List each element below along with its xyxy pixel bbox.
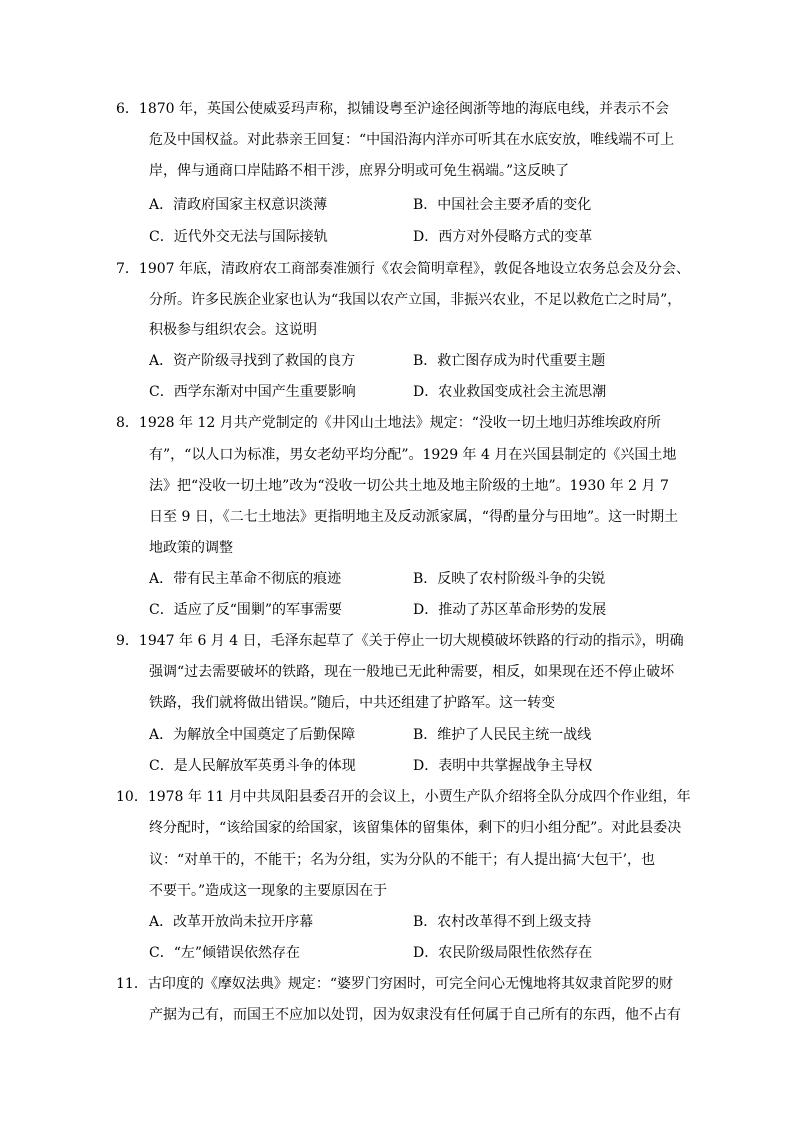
question-text-line: 积极参与组织农会。这说明 [149,322,317,338]
question-text-line: 议：“对单干的，不能干；名为分组，实为分队的不能干；有人提出搞‘大包干’，也 [149,852,656,868]
option-a[interactable] [149,569,341,589]
option-letter: B． [413,197,438,213]
option-letter: D． [413,384,439,400]
option-a[interactable] [149,912,313,932]
option-letter: A． [149,571,174,587]
option-d[interactable] [413,382,606,402]
option-text: 中国社会主要矛盾的变化 [437,197,592,213]
question-number: 8． [116,415,139,431]
option-text: 救亡图存成为时代重要主题 [437,353,606,369]
option-text: 西方对外侵略方式的变革 [438,229,593,245]
option-c[interactable] [149,382,356,402]
option-a[interactable] [149,351,355,371]
option-text: 维护了人民民主统一战线 [437,727,592,743]
option-text: 适应了反“围剿”的军事需要 [173,602,343,618]
question-text-line: 分所。许多民族企业家也认为“我国以农产立国，非振兴农业，不足以救危亡之时局”， [149,292,682,308]
option-letter: D． [413,758,439,774]
question-number: 9． [116,633,139,649]
question-text-line: 1978 年 11 月中共凤阳县委召开的会议上，小贾生产队介绍将全队分成四个作业组，年 [147,789,691,805]
option-d[interactable] [413,227,592,247]
option-text: 农民阶级局限性依然存在 [438,945,593,961]
question-text-line: 有”，“以人口为标准，男女老幼平均分配”。1929 年 4 月在兴国县制定的《兴国土地 [149,447,677,463]
option-letter: D． [413,945,439,961]
option-text: 近代外交无法与国际接轨 [173,229,328,245]
question-text-line: 法》把“没收一切土地”改为“没收一切公共土地及地主阶级的土地”。1930 年 2 月 7 [149,478,669,494]
option-letter: D． [413,229,439,245]
option-letter: C． [149,384,174,400]
option-b[interactable] [413,195,591,215]
option-letter: A． [149,353,174,369]
option-text: “左”倾错误依然存在 [173,945,301,961]
question-text-line: 古印度的《摩奴法典》规定：“婆罗门穷困时，可完全问心无愧地将其奴隶首陀罗的财 [147,976,673,992]
question-text-line: 岸，俾与通商口岸陆路不相干涉，庶界分明或可免生祸端。”这反映了 [149,163,570,179]
option-d[interactable] [413,600,606,620]
option-d[interactable] [413,756,592,776]
question-text-line: 强调“过去需要破坏的铁路，现在一般地已无此种需要，相反，如果现在还不停止破坏 [149,664,675,680]
option-letter: C． [149,602,174,618]
option-c[interactable] [149,943,300,963]
option-letter: B． [413,727,438,743]
option-text: 为解放全中国奠定了后勤保障 [173,727,356,743]
option-b[interactable] [413,569,605,589]
question-text-line: 危及中国权益。对此恭亲王回复：“中国沿海内洋亦可听其在水底安放，唯线端不可上 [149,132,675,148]
option-letter: C． [149,945,174,961]
question-text-line: 产据为己有，而国王不应加以处罚，因为奴隶没有任何属于自己所有的东西，他不占有 [149,1007,681,1023]
option-a[interactable] [149,725,355,745]
option-letter: C． [149,758,174,774]
option-letter: B． [413,571,438,587]
option-letter: B． [413,914,438,930]
option-text: 改革开放尚未拉开序幕 [173,914,314,930]
question-text-line: 不要干。”造成这一现象的主要原因在于 [149,883,388,899]
option-b[interactable] [413,912,591,932]
question-text-line: 地政策的调整 [149,540,233,556]
option-letter: A． [149,197,174,213]
option-letter: C． [149,229,174,245]
option-text: 资产阶级寻找到了救国的良方 [173,353,356,369]
question-text-line: 1928 年 12 月共产党制定的《井冈山土地法》规定：“没收一切土地归苏维埃政府所 [138,415,661,431]
question-text-line: 1870 年，英国公使威妥玛声称，拟铺设粤至沪途径闽浙等地的海底电线，并表示不会 [138,101,669,117]
option-text: 推动了苏区革命形势的发展 [438,602,607,618]
option-b[interactable] [413,351,605,371]
question-number: 10． [116,789,148,805]
question-text-line: 日至 9 日，《二七土地法》更指明地主及反动派家属，“得酌量分与田地”。这一时期土 [149,509,679,525]
option-text: 农村改革得不到上级支持 [437,914,592,930]
option-text: 清政府国家主权意识淡薄 [173,197,328,213]
option-text: 西学东渐对中国产生重要影响 [173,384,356,400]
question-text-line: 1947 年 6 月 4 日，毛泽东起草了《关于停止一切大规模破坏铁路的行动的指示》，明确 [138,633,684,649]
option-c[interactable] [149,227,328,247]
option-text: 带有民主革命不彻底的痕迹 [173,571,342,587]
option-letter: D． [413,602,439,618]
option-text: 反映了农村阶级斗争的尖锐 [437,571,606,587]
option-a[interactable] [149,195,327,215]
question-number: 6． [116,101,139,117]
question-number: 7． [116,261,139,277]
option-text: 农业救国变成社会主流思潮 [438,384,607,400]
question-number: 11． [116,976,148,992]
question-text-line: 1907 年底，清政府农工商部奏准颁行《农会简明章程》，敦促各地设立农务总会及分会、 [138,261,690,277]
option-letter: A． [149,914,174,930]
question-text-line: 终分配时，“该给国家的给国家，该留集体的留集体，剩下的归小组分配”。对此县委决 [149,820,682,836]
option-c[interactable] [149,600,342,620]
option-c[interactable] [149,756,356,776]
option-letter: A． [149,727,174,743]
option-b[interactable] [413,725,591,745]
option-letter: B． [413,353,438,369]
option-text: 表明中共掌握战争主导权 [438,758,593,774]
option-d[interactable] [413,943,592,963]
question-text-line: 铁路，我们就将做出错误。”随后，中共还组建了护路军。这一转变 [149,695,556,711]
option-text: 是人民解放军英勇斗争的体现 [173,758,356,774]
